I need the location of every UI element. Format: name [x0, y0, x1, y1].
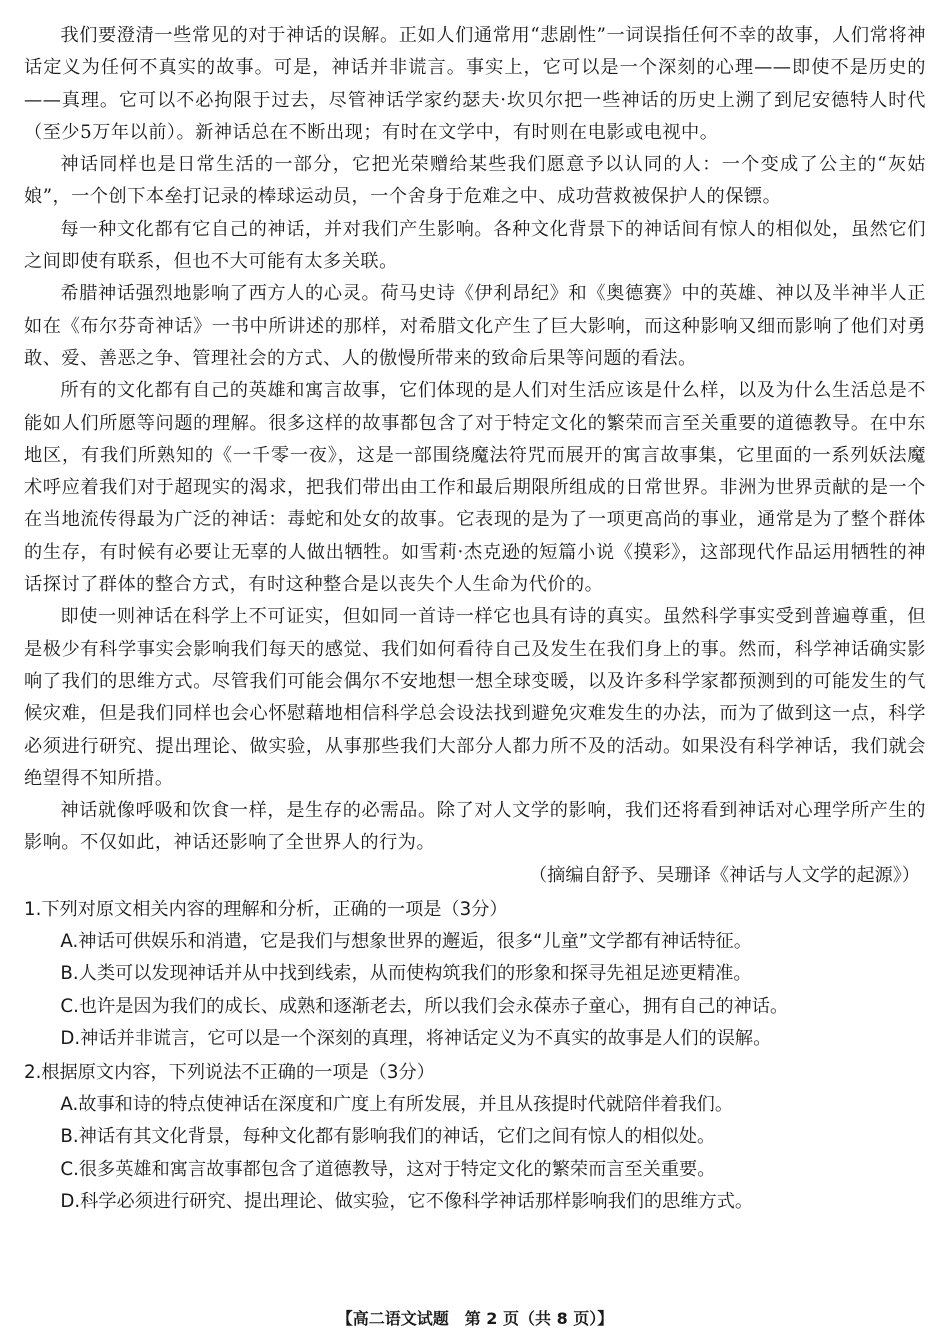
question-2-option-b: B.神话有其文化背景，每种文化都有影响我们的神话，它们之间有惊人的相似处。	[60, 1126, 716, 1148]
question-stem: 2.根据原文内容，下列说法不正确的一项是（3分）	[24, 1062, 435, 1084]
article-paragraph-1: 我们要澄清一些常见的对于神话的误解。正如人们通常用“悲剧性”一词误指任何不幸的故事，人们常将神话定义为任何不真实的故事。可是，神话并非谎言。事实上，它可以是一个深刻的心理——即使不是历史的——真理。它可以不必拘限于过去，尽管神话学家约瑟夫·坎贝尔把一些神话的历史上溯了到尼安德特人时代（至少5万年以前）。新神话总在不断出现；有时在文学中，有时则在电影或电视中。	[24, 25, 926, 143]
page-footer: 【高二语文试题 第 2 页（共 8 页）】	[336, 1309, 614, 1328]
question-2-option-d: D.科学必须进行研究、提出理论、做实验，它不像科学神话那样影响我们的思维方式。	[60, 1190, 754, 1212]
exam-page	[24, 20, 926, 1218]
article-paragraph-6: 即使一则神话在科学上不可证实，但如同一首诗一样它也具有诗的真实。虽然科学事实受到普遍尊重，但是极少有科学事实会影响我们每天的感觉、我们如何看待自己及发生在我们身上的事。然而，科学神话确实影响了我们的思维方式。尽管我们可能会偶尔不安地想一想全球变暖，以及许多科学家都预测到的可能发生的气候灾难，但是我们同样也会心怀慰藉地相信科学总会设法找到避免灾难发生的办法，而为了做到这一点，科学必须进行研究、提出理论、做实验，从事那些我们大部分人都力所不及的活动。如果没有科学神话，我们就会绝望得不知所措。	[24, 606, 926, 789]
question-1-option-b: B.人类可以发现神话并从中找到线索，从而使构筑我们的形象和探寻先祖足迹更精准。	[60, 963, 752, 985]
question-stem: 1.下列对原文相关内容的理解和分析，正确的一项是（3分）	[24, 899, 508, 921]
article-paragraph-2: 神话同样也是日常生活的一部分，它把光荣赠给某些我们愿意予以认同的人：一个变成了公主的“灰姑娘”，一个创下本垒打记录的棒球运动员，一个舍身于危难之中、成功营救被保护人的保镖。	[24, 154, 926, 208]
article-citation: （摘编自舒予、吴珊译《神话与人文学的起源》）	[528, 864, 920, 886]
question-2-option-a: A.故事和诗的特点使神话在深度和广度上有所发展，并且从孩提时代就陪伴着我们。	[60, 1094, 734, 1116]
question-1-option-d: D.神话并非谎言，它可以是一个深刻的真理，将神话定义为不真实的故事是人们的误解。	[60, 1027, 772, 1049]
question-1-option-c: C.也许是因为我们的成长、成熟和逐渐老去，所以我们会永葆赤子童心，拥有自己的神话。	[60, 995, 789, 1017]
question-2	[24, 1057, 926, 1218]
article-paragraph-5: 所有的文化都有自己的英雄和寓言故事，它们体现的是人们对生活应该是什么样，以及为什么生活总是不能如人们所愿等问题的理解。很多这样的故事都包含了对于特定文化的繁荣而言至关重要的道德教导。在中东地区，有我们所熟知的《一千零一夜》，这是一部围绕魔法符咒而展开的寓言故事集，它里面的一系列妖法魔术呼应着我们对于超现实的渴求，把我们带出由工作和最后期限所组成的日常世界。非洲为世界贡献的是一个在当地流传得最为广泛的神话：毒蛇和处女的故事。它表现的是为了一项更高尚的事业，通常是为了整个群体的生存，有时候有必要让无辜的人做出牺牲。如雪莉·杰克逊的短篇小说《摸彩》，这部现代作品运用牺牲的神话探讨了群体的整合方式，有时这种整合是以丧失个人生命为代价的。	[24, 380, 926, 596]
article-paragraph-3: 每一种文化都有它自己的神话，并对我们产生影响。各种文化背景下的神话间有惊人的相似处，虽然它们之间即使有联系，但也不大可能有太多关联。	[24, 218, 926, 273]
article-paragraph-4: 希腊神话强烈地影响了西方人的心灵。荷马史诗《伊利昂纪》和《奥德赛》中的英雄、神以及半神半人正如在《布尔芬奇神话》一书中所讲述的那样，对希腊文化产生了巨大影响，而这种影响又细而影响了他们对勇敢、爱、善恶之争、管理社会的方式、人的傲慢所带来的致命后果等问题的看法。	[24, 283, 926, 369]
question-1-option-a: A.神话可供娱乐和消遣，它是我们与想象世界的邂逅，很多“儿童”文学都有神话特征。	[60, 931, 752, 953]
article	[24, 20, 926, 892]
question-2-option-c: C.很多英雄和寓言故事都包含了道德教导，这对于特定文化的繁荣而言至关重要。	[60, 1158, 716, 1180]
article-paragraph-7: 神话就像呼吸和饮食一样，是生存的必需品。除了对人文学的影响，我们还将看到神话对心理学所产生的影响。不仅如此，神话还影响了全世界人的行为。	[24, 800, 926, 854]
question-1	[24, 894, 926, 1055]
